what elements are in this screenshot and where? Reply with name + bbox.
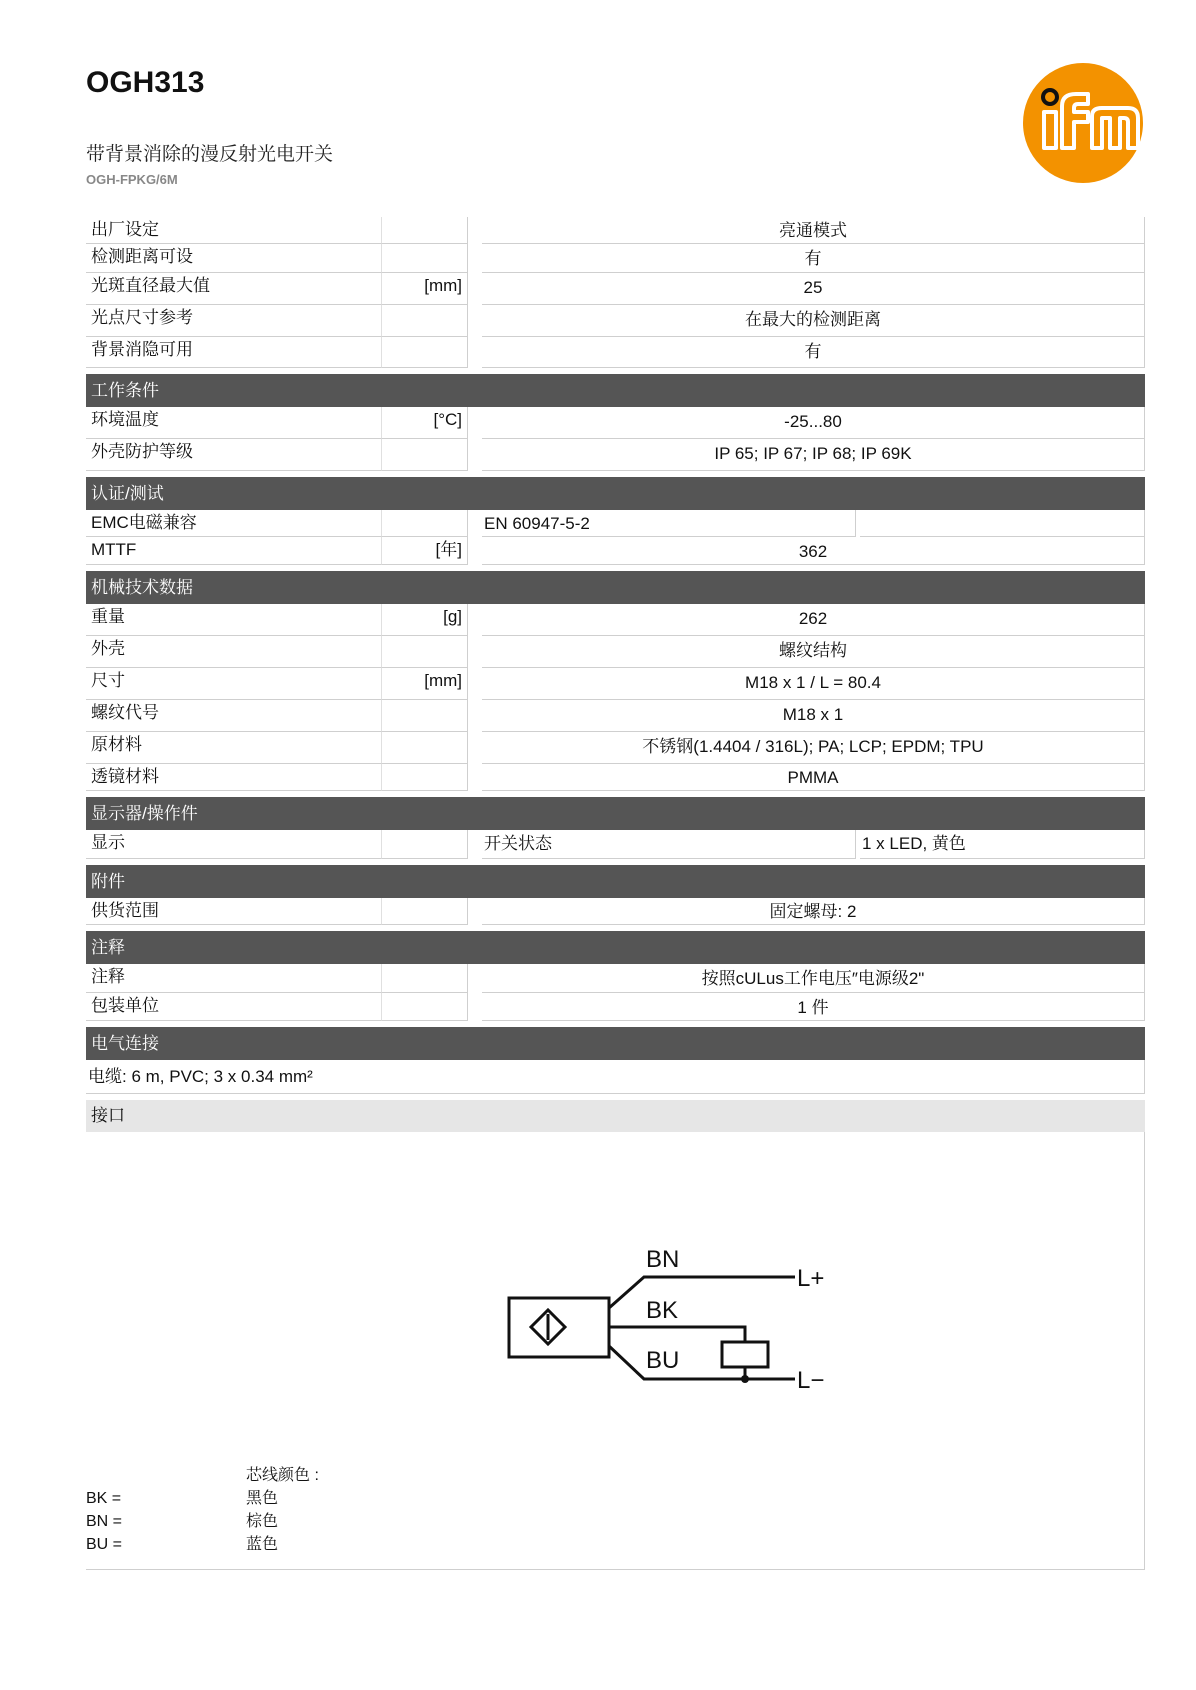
spec-unit — [382, 764, 468, 791]
spec-unit — [382, 636, 468, 668]
spec-label: MTTF — [86, 537, 382, 565]
spec-value: 262 — [482, 604, 1145, 636]
core-code-bn: BN = — [86, 1513, 123, 1530]
spec-row — [86, 604, 1145, 636]
spec-row — [86, 636, 1145, 668]
spec-unit — [382, 305, 468, 337]
spec-unit — [382, 898, 468, 925]
cable-spec: 电缆: 6 m, PVC; 3 x 0.34 mm² — [86, 1060, 1145, 1094]
spec-value: -25...80 — [482, 407, 1145, 439]
spec-value: PMMA — [482, 764, 1145, 791]
cable-row — [86, 1060, 1145, 1094]
wire-bn — [609, 1277, 795, 1308]
spec-label: 包装单位 — [86, 993, 382, 1021]
load-symbol — [722, 1342, 768, 1367]
spec-label: 原材料 — [86, 732, 382, 764]
spec-unit: [年] — [382, 537, 468, 565]
section-header-electrical: 电气连接 — [86, 1027, 1145, 1060]
spec-value: 1 件 — [482, 993, 1145, 1021]
spec-label: 显示 — [86, 830, 382, 859]
wire-bk — [609, 1327, 745, 1342]
spec-value: 固定螺母: 2 — [482, 898, 1145, 925]
spec-row — [86, 898, 1145, 925]
spec-row — [86, 830, 1145, 859]
spec-value: 1 x LED, 黄色 — [860, 830, 1145, 859]
spec-unit — [382, 732, 468, 764]
section-header-accessories: 附件 — [86, 865, 1145, 898]
product-description: 带背景消除的漫反射光电开关 — [86, 144, 334, 165]
spec-label: 背景消隐可用 — [86, 337, 382, 368]
spec-unit — [382, 217, 468, 244]
core-color-bk: 黑色 — [246, 1490, 279, 1507]
spec-label: 螺纹代号 — [86, 700, 382, 732]
spec-row — [86, 273, 1145, 305]
spec-unit: [g] — [382, 604, 468, 636]
section-header-mechanical: 机械技术数据 — [86, 571, 1145, 604]
spec-label: 尺寸 — [86, 668, 382, 700]
spec-value: IP 65; IP 67; IP 68; IP 69K — [482, 439, 1145, 471]
section-header-operating: 工作条件 — [86, 374, 1145, 407]
spec-row — [86, 993, 1145, 1021]
spec-unit — [382, 439, 468, 471]
interface-header: 接口 — [86, 1100, 1145, 1132]
order-code: OGH-FPKG/6M — [86, 172, 178, 187]
spec-unit — [382, 337, 468, 368]
section-header-remarks: 注释 — [86, 931, 1145, 964]
spec-value: 不锈钢(1.4404 / 316L); PA; LCP; EPDM; TPU — [482, 732, 1145, 764]
spec-label: EMC电磁兼容 — [86, 510, 382, 537]
spec-row — [86, 217, 1145, 244]
spec-unit — [382, 700, 468, 732]
spec-label: 检测距离可设 — [86, 244, 382, 273]
core-color-bu: 蓝色 — [246, 1536, 279, 1553]
wire-label-bn: BN — [646, 1246, 680, 1273]
spec-unit — [382, 830, 468, 859]
spec-unit — [382, 510, 468, 537]
spec-value: 在最大的检测距离 — [482, 305, 1145, 337]
terminal-lplus: L+ — [797, 1265, 825, 1292]
spec-unit — [382, 964, 468, 993]
spec-value-empty — [860, 510, 1145, 537]
interface-panel — [86, 1132, 1145, 1570]
spec-value: 25 — [482, 273, 1145, 305]
spec-label: 光点尺寸参考 — [86, 305, 382, 337]
terminal-lminus: L− — [797, 1367, 825, 1394]
spec-label: 重量 — [86, 604, 382, 636]
spec-unit: [mm] — [382, 668, 468, 700]
spec-label: 外壳防护等级 — [86, 439, 382, 471]
spec-row — [86, 510, 1145, 537]
ifm-logo — [1022, 62, 1144, 184]
spec-value: 有 — [482, 337, 1145, 368]
spec-row — [86, 537, 1145, 565]
spec-label: 注释 — [86, 964, 382, 993]
spec-unit — [382, 993, 468, 1021]
spec-row — [86, 337, 1145, 368]
spec-row — [86, 700, 1145, 732]
wiring-diagram — [458, 1222, 858, 1412]
core-code-bu: BU = — [86, 1536, 123, 1553]
spec-row — [86, 668, 1145, 700]
spec-value: EN 60947-5-2 — [482, 510, 856, 537]
spec-label: 出厂设定 — [86, 217, 382, 244]
section-header-approvals: 认证/测试 — [86, 477, 1145, 510]
spec-row — [86, 244, 1145, 273]
spec-label: 透镜材料 — [86, 764, 382, 791]
spec-row — [86, 732, 1145, 764]
spec-value: 螺纹结构 — [482, 636, 1145, 668]
product-title: OGH313 — [86, 66, 205, 99]
spec-value: M18 x 1 — [482, 700, 1145, 732]
spec-row — [86, 964, 1145, 993]
spec-row — [86, 764, 1145, 791]
spec-unit: [°C] — [382, 407, 468, 439]
spec-row — [86, 439, 1145, 471]
spec-item: 开关状态 — [482, 830, 856, 859]
spec-label: 供货范围 — [86, 898, 382, 925]
core-code-bk: BK = — [86, 1490, 122, 1507]
spec-value: 有 — [482, 244, 1145, 273]
spec-value: 按照cULus工作电压″电源级2" — [482, 964, 1145, 993]
spec-value: M18 x 1 / L = 80.4 — [482, 668, 1145, 700]
section-header-display: 显示器/操作件 — [86, 797, 1145, 830]
spec-unit: [mm] — [382, 273, 468, 305]
wire-label-bu: BU — [646, 1347, 680, 1374]
datasheet — [86, 217, 1145, 1570]
core-color-bn: 棕色 — [246, 1513, 279, 1530]
wire-label-bk: BK — [646, 1297, 679, 1324]
spec-label: 环境温度 — [86, 407, 382, 439]
spec-row — [86, 407, 1145, 439]
spec-value: 362 — [482, 537, 1145, 565]
core-colors-title: 芯线颜色 : — [246, 1467, 319, 1484]
spec-label: 外壳 — [86, 636, 382, 668]
sensor-body — [509, 1298, 609, 1357]
spec-unit — [382, 244, 468, 273]
spec-row — [86, 305, 1145, 337]
spec-label: 光斑直径最大值 — [86, 273, 382, 305]
spec-value: 亮通模式 — [482, 217, 1145, 244]
